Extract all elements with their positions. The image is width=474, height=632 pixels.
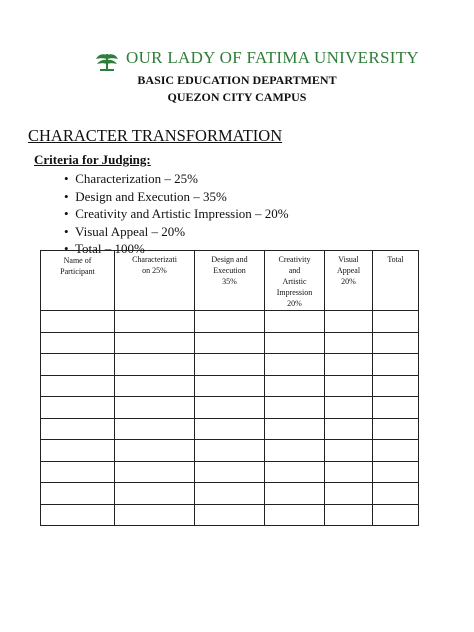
criteria-item: • Design and Execution – 35% bbox=[64, 188, 227, 204]
table-row bbox=[41, 483, 419, 505]
table-cell bbox=[115, 504, 195, 526]
table-cell bbox=[115, 354, 195, 376]
table-body bbox=[41, 311, 419, 526]
table-cell bbox=[41, 375, 115, 397]
table-cell bbox=[41, 504, 115, 526]
table-cell bbox=[325, 354, 373, 376]
table-cell bbox=[265, 354, 325, 376]
table-cell bbox=[325, 440, 373, 462]
table-row bbox=[41, 332, 419, 354]
table-row bbox=[41, 504, 419, 526]
table-cell bbox=[115, 418, 195, 440]
criteria-item: • Creativity and Artistic Impression – 20% bbox=[64, 206, 289, 222]
table-cell bbox=[373, 354, 419, 376]
table-cell bbox=[115, 461, 195, 483]
table-cell bbox=[325, 311, 373, 333]
table-cell bbox=[373, 375, 419, 397]
table-cell bbox=[41, 332, 115, 354]
table-cell bbox=[265, 483, 325, 505]
table-cell bbox=[195, 311, 265, 333]
header-visual-appeal: Visual Appeal 20% bbox=[325, 251, 373, 311]
table-header-row bbox=[41, 251, 419, 311]
table-cell bbox=[115, 311, 195, 333]
criteria-list bbox=[64, 170, 289, 258]
table-row bbox=[41, 375, 419, 397]
table-cell bbox=[41, 397, 115, 419]
table-cell bbox=[41, 483, 115, 505]
criteria-item: • Total – 100% bbox=[64, 241, 145, 257]
header-name-of-participant: Name of Participant bbox=[41, 251, 115, 311]
table-cell bbox=[195, 483, 265, 505]
department-name: BASIC EDUCATION DEPARTMENT bbox=[137, 73, 337, 87]
table-cell bbox=[41, 354, 115, 376]
table-cell bbox=[265, 311, 325, 333]
table-cell bbox=[265, 461, 325, 483]
university-header bbox=[92, 46, 419, 76]
table-cell bbox=[325, 375, 373, 397]
table-row bbox=[41, 354, 419, 376]
table-cell bbox=[325, 418, 373, 440]
table-cell bbox=[265, 418, 325, 440]
table-row bbox=[41, 461, 419, 483]
table-cell bbox=[195, 440, 265, 462]
bullet-icon: • bbox=[64, 188, 69, 204]
bullet-icon: • bbox=[64, 171, 69, 186]
table-row bbox=[41, 440, 419, 462]
page-title: CHARACTER TRANSFORMATION bbox=[28, 126, 283, 145]
table-cell bbox=[265, 440, 325, 462]
table-cell bbox=[325, 332, 373, 354]
table-row bbox=[41, 311, 419, 333]
table-cell bbox=[325, 483, 373, 505]
table-cell bbox=[373, 461, 419, 483]
table-row bbox=[41, 418, 419, 440]
table-cell bbox=[115, 397, 195, 419]
bullet-icon: • bbox=[64, 241, 69, 257]
table-cell bbox=[115, 332, 195, 354]
table-cell bbox=[41, 440, 115, 462]
table-cell bbox=[265, 504, 325, 526]
table-cell bbox=[373, 440, 419, 462]
table-cell bbox=[373, 483, 419, 505]
table-cell bbox=[115, 483, 195, 505]
table-cell bbox=[115, 375, 195, 397]
campus-name: QUEZON CITY CAMPUS bbox=[167, 90, 307, 104]
table-cell bbox=[41, 311, 115, 333]
table-cell bbox=[265, 332, 325, 354]
header-design-execution: Design and Execution 35% bbox=[195, 251, 265, 311]
table-row bbox=[41, 397, 419, 419]
table-cell bbox=[195, 418, 265, 440]
table-cell bbox=[195, 504, 265, 526]
table-cell bbox=[195, 354, 265, 376]
scoring-table bbox=[40, 250, 419, 526]
table-cell bbox=[41, 461, 115, 483]
table-cell bbox=[373, 332, 419, 354]
table-cell bbox=[373, 418, 419, 440]
table-cell bbox=[195, 375, 265, 397]
table-cell bbox=[195, 397, 265, 419]
table-cell bbox=[41, 418, 115, 440]
header-characterization: Characterizati on 25% bbox=[115, 251, 195, 311]
university-logo-icon bbox=[94, 50, 120, 72]
criteria-item: • Characterization – 25% bbox=[64, 171, 198, 186]
table-cell bbox=[325, 397, 373, 419]
header-creativity: Creativity and Artistic Impression 20% bbox=[265, 251, 325, 311]
table-cell bbox=[325, 461, 373, 483]
table-cell bbox=[373, 311, 419, 333]
bullet-icon: • bbox=[64, 206, 69, 222]
bullet-icon: • bbox=[64, 223, 69, 239]
table-cell bbox=[195, 332, 265, 354]
header-total: Total bbox=[373, 251, 419, 311]
table-cell bbox=[325, 504, 373, 526]
table-cell bbox=[115, 440, 195, 462]
table-cell bbox=[265, 397, 325, 419]
table-cell bbox=[373, 397, 419, 419]
table-cell bbox=[373, 504, 419, 526]
criteria-heading: Criteria for Judging: bbox=[34, 152, 151, 167]
criteria-item: • Visual Appeal – 20% bbox=[64, 223, 186, 239]
table-cell bbox=[195, 461, 265, 483]
university-name: OUR LADY OF FATIMA UNIVERSITY bbox=[126, 48, 419, 67]
table-cell bbox=[265, 375, 325, 397]
